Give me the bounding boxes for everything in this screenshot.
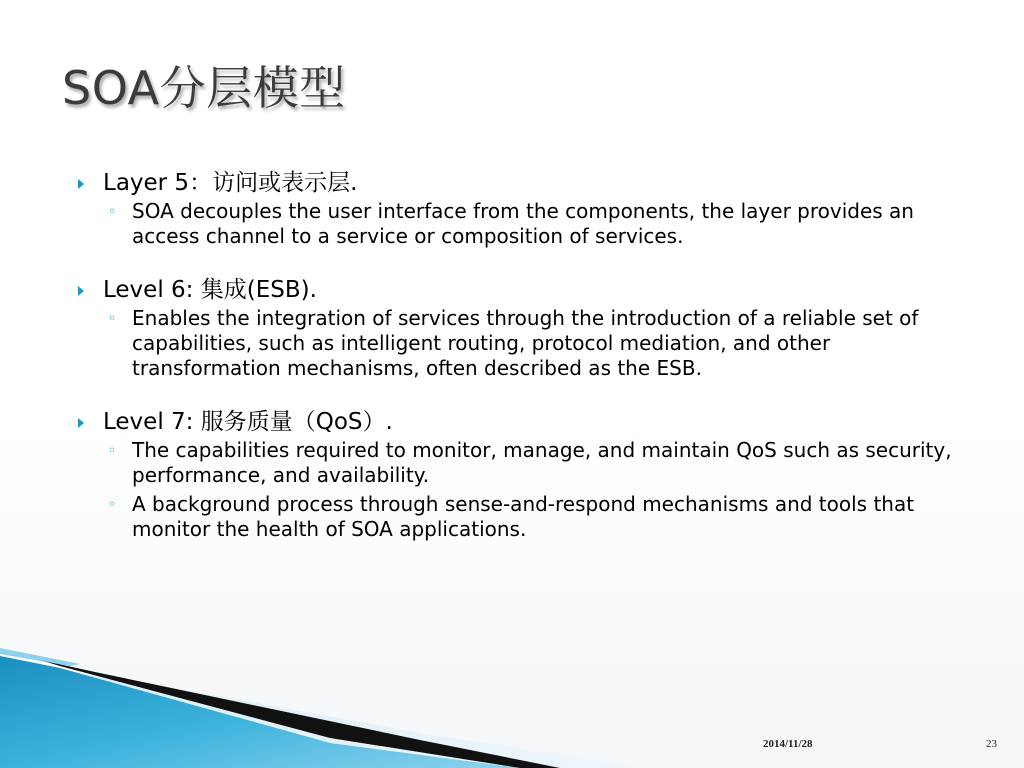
bullet-group-layer-5 bbox=[76, 167, 976, 249]
bullet-group-level-6 bbox=[76, 274, 976, 381]
slide-title: SOA分层模型 bbox=[62, 61, 346, 115]
bullet-text: Level 6: 集成(ESB). bbox=[103, 277, 317, 303]
sub-bullet-text: SOA decouples the user interface from the components, the layer provides an access channel to a service or composition of services. bbox=[132, 199, 914, 248]
sub-bullet-text: The capabilities required to monitor, manage, and maintain QoS such as security, performance, and availability. bbox=[132, 438, 952, 487]
triangle-right-icon bbox=[78, 418, 84, 428]
slide-body bbox=[76, 167, 976, 567]
sub-bullet-text: A background process through sense-and-respond mechanisms and tools that monitor the health of SOA applications. bbox=[132, 492, 915, 541]
sub-bullet-item bbox=[76, 306, 976, 381]
triangle-right-icon bbox=[78, 286, 84, 296]
ring-bullet-icon: ◦ bbox=[108, 497, 117, 513]
footer-wave-decoration bbox=[0, 638, 1024, 768]
footer-date: 2014/11/28 bbox=[763, 738, 813, 750]
ring-bullet-icon: ◦ bbox=[108, 204, 117, 220]
sub-bullet-item bbox=[76, 199, 976, 249]
bullet-group-level-7 bbox=[76, 406, 976, 542]
ring-bullet-icon: ◦ bbox=[108, 443, 117, 459]
ring-bullet-icon: ◦ bbox=[108, 311, 117, 327]
bullet-item bbox=[76, 406, 976, 438]
page-number: 23 bbox=[986, 738, 997, 750]
triangle-right-icon bbox=[78, 179, 84, 189]
bullet-item bbox=[76, 167, 976, 199]
bullet-text: Level 7: 服务质量（QoS）. bbox=[103, 409, 393, 435]
bullet-item bbox=[76, 274, 976, 306]
sub-bullet-text: Enables the integration of services through the introduction of a reliable set of capabilities, such as intelligent routing, protocol mediation, and other transformation mechanisms, often described as the ESB. bbox=[132, 306, 919, 380]
sub-bullet-item bbox=[76, 438, 976, 488]
bullet-text: Layer 5：访问或表示层. bbox=[103, 170, 358, 196]
sub-bullet-item bbox=[76, 492, 976, 542]
